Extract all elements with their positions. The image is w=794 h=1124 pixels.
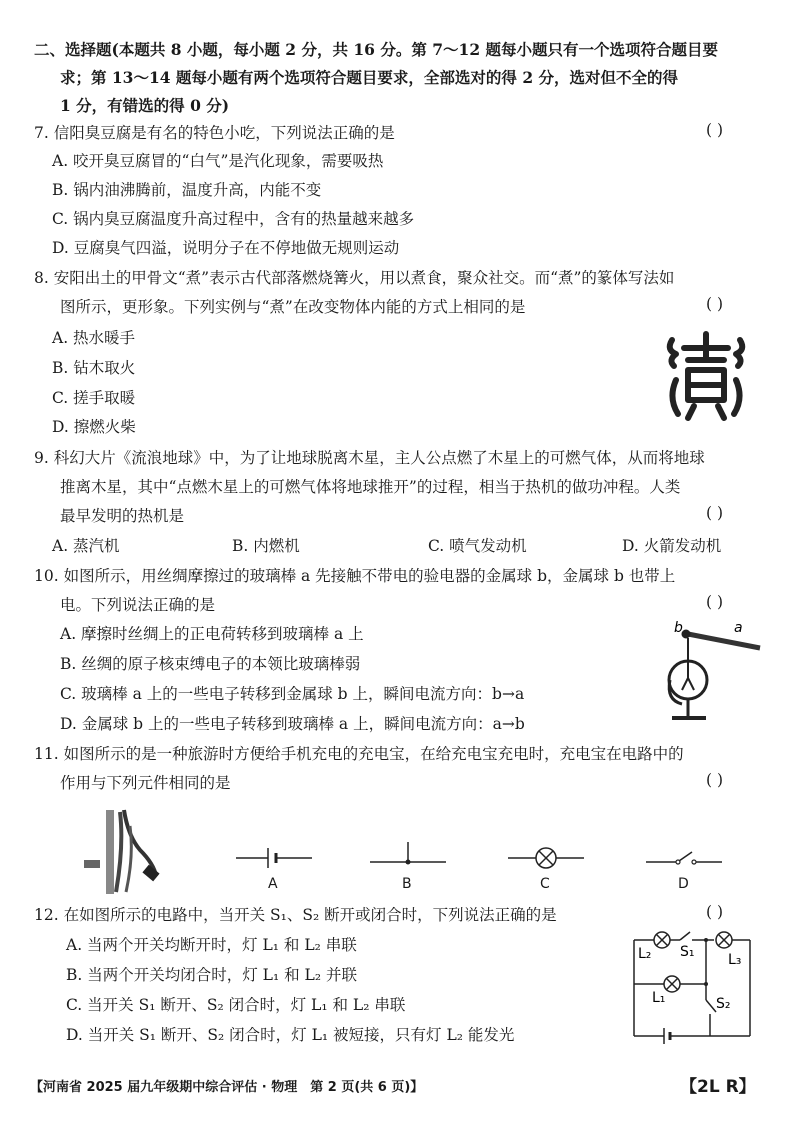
q8-stem-line1: 8. 安阳出土的甲骨文“煮”表示古代部落燃烧篝火，用以煮食，聚众社交。而“煮”的篆体写法如 xyxy=(34,269,675,287)
circuit-diagram xyxy=(630,928,754,1044)
q9-option-b[interactable]: B. 内燃机 xyxy=(232,537,300,555)
q7-stem: 7. 信阳臭豆腐是有名的特色小吃，下列说法正确的是 xyxy=(34,124,395,142)
q9-answer-blank[interactable]: ( ) xyxy=(706,504,724,522)
lamp-symbol xyxy=(508,846,584,870)
zhu-seal-script-figure xyxy=(658,330,754,422)
q9-option-d[interactable]: D. 火箭发动机 xyxy=(622,537,722,555)
q12-stem: 12. 在如图所示的电路中，当开关 S₁、S₂ 断开或闭合时，下列说法正确的是 xyxy=(34,906,557,924)
q11-label-a[interactable]: A xyxy=(268,876,278,892)
q7-option-b[interactable]: B. 锅内油沸腾前，温度升高，内能不变 xyxy=(52,181,322,199)
q8-option-d[interactable]: D. 擦燃火柴 xyxy=(52,418,136,436)
q12-option-b[interactable]: B. 当两个开关均闭合时，灯 L₁ 和 L₂ 并联 xyxy=(66,966,357,984)
circuit-label-s1: S₁ xyxy=(680,944,695,960)
edition-tag: 【2L R】 xyxy=(680,1077,756,1097)
circuit-label-s2: S₂ xyxy=(716,996,731,1012)
q9-stem-line1: 9. 科幻大片《流浪地球》中，为了让地球脱离木星，主人公点燃了木星上的可燃气体，从而将地球 xyxy=(34,449,705,467)
circuit-label-l1: L₁ xyxy=(652,990,666,1006)
q9-option-a[interactable]: A. 蒸汽机 xyxy=(52,537,120,555)
q9-option-c[interactable]: C. 喷气发动机 xyxy=(428,537,527,555)
q10-option-a[interactable]: A. 摩擦时丝绸上的正电荷转移到玻璃棒 a 上 xyxy=(60,625,364,643)
q8-option-c[interactable]: C. 搓手取暖 xyxy=(52,389,136,407)
section-header-line3: 1 分，有错选的得 0 分) xyxy=(60,96,230,115)
q11-label-d[interactable]: D xyxy=(678,876,689,892)
q8-option-a[interactable]: A. 热水暖手 xyxy=(52,329,136,347)
q7-option-d[interactable]: D. 豆腐臭气四溢，说明分子在不停地做无规则运动 xyxy=(52,239,400,257)
q7-option-a[interactable]: A. 咬开臭豆腐冒的“白气”是汽化现象，需要吸热 xyxy=(52,152,384,170)
q11-stem-line1: 11. 如图所示的是一种旅游时方便给手机充电的充电宝，在给充电宝充电时，充电宝在电路中的 xyxy=(34,745,684,763)
q10-answer-blank[interactable]: ( ) xyxy=(706,593,724,611)
junction-symbol xyxy=(370,842,446,866)
q9-stem-line2: 推离木星，其中“点燃木星上的可燃气体将地球推开”的过程，相当于热机的做功冲程。人类 xyxy=(60,478,681,496)
battery-symbol xyxy=(236,846,312,870)
q12-option-d[interactable]: D. 当开关 S₁ 断开、S₂ 闭合时，灯 L₁ 被短接，只有灯 L₂ 能发光 xyxy=(66,1026,515,1044)
circuit-label-l3: L₃ xyxy=(728,952,742,968)
switch-symbol xyxy=(646,846,722,870)
electroscope-figure xyxy=(660,620,770,730)
electroscope-label-b: b xyxy=(674,620,683,636)
q10-stem-line2: 电。下列说法正确的是 xyxy=(60,596,216,614)
q11-answer-blank[interactable]: ( ) xyxy=(706,771,724,789)
power-bank-photo xyxy=(80,806,170,896)
q7-option-c[interactable]: C. 锅内臭豆腐温度升高过程中，含有的热量越来越多 xyxy=(52,210,415,228)
q12-option-c[interactable]: C. 当开关 S₁ 断开、S₂ 闭合时，灯 L₁ 和 L₂ 串联 xyxy=(66,996,406,1014)
section-header-line1: 二、选择题(本题共 8 小题，每小题 2 分，共 16 分。第 7～12 题每小题只有一个选项符合题目要 xyxy=(34,40,719,59)
circuit-label-l2: L₂ xyxy=(638,946,652,962)
q12-answer-blank[interactable]: ( ) xyxy=(706,903,724,921)
page-footer: 【河南省 2025 届九年级期中综合评估 · 物理 第 2 页(共 6 页)】 xyxy=(30,1080,424,1095)
q9-stem-line3: 最早发明的热机是 xyxy=(60,507,185,525)
q8-answer-blank[interactable]: ( ) xyxy=(706,295,724,313)
q7-answer-blank[interactable]: ( ) xyxy=(706,121,724,139)
q10-stem-line1: 10. 如图所示，用丝绸摩擦过的玻璃棒 a 先接触不带电的验电器的金属球 b，金属球 b 也带上 xyxy=(34,567,676,585)
q11-stem-line2: 作用与下列元件相同的是 xyxy=(60,774,231,792)
q11-label-c[interactable]: C xyxy=(540,876,550,892)
electroscope-label-a: a xyxy=(734,620,743,636)
q10-option-c[interactable]: C. 玻璃棒 a 上的一些电子转移到金属球 b 上，瞬间电流方向：b→a xyxy=(60,685,525,703)
q11-label-b[interactable]: B xyxy=(402,876,412,892)
q10-option-d[interactable]: D. 金属球 b 上的一些电子转移到玻璃棒 a 上，瞬间电流方向：a→b xyxy=(60,715,525,733)
section-header-line2: 求；第 13～14 题每小题有两个选项符合题目要求，全部选对的得 2 分，选对但不全的得 xyxy=(60,68,679,87)
q8-option-b[interactable]: B. 钻木取火 xyxy=(52,359,136,377)
q8-stem-line2: 图所示，更形象。下列实例与“煮”在改变物体内能的方式上相同的是 xyxy=(60,298,526,316)
q12-option-a[interactable]: A. 当两个开关均断开时，灯 L₁ 和 L₂ 串联 xyxy=(66,936,357,954)
q10-option-b[interactable]: B. 丝绸的原子核束缚电子的本领比玻璃棒弱 xyxy=(60,655,361,673)
